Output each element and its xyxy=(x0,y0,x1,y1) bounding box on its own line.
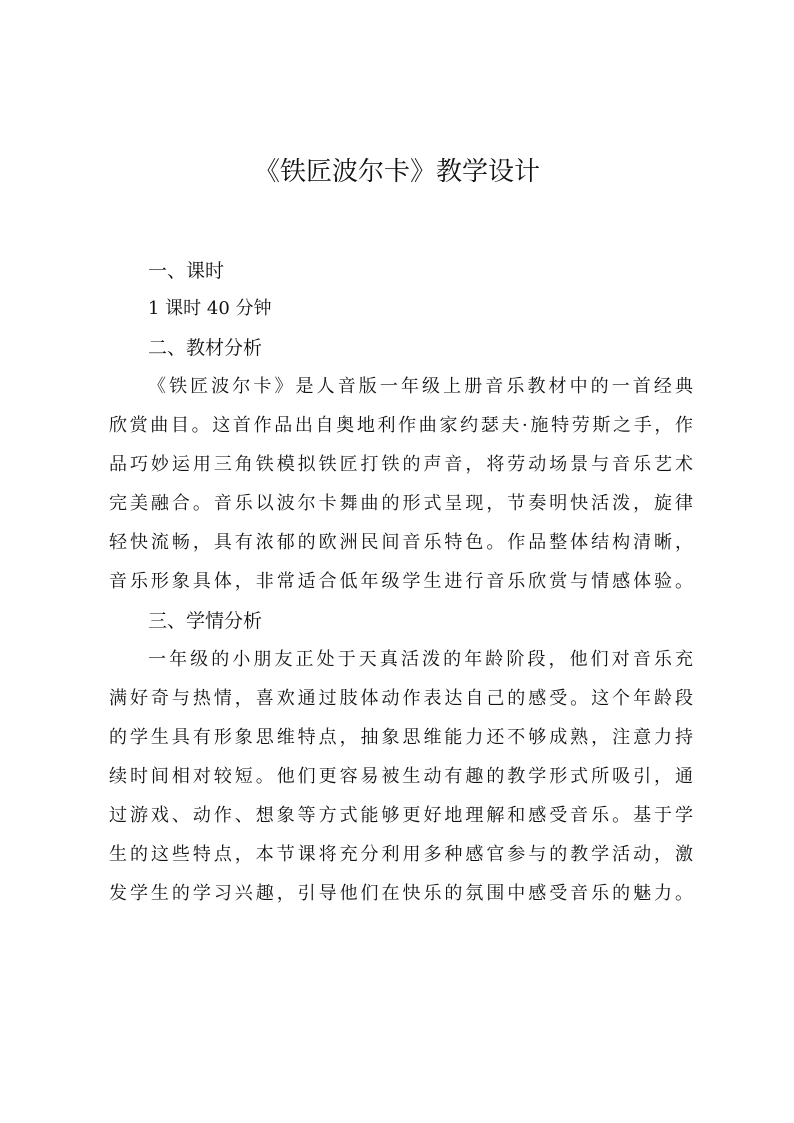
paragraph-line: 音乐形象具体，非常适合低年级学生进行音乐欣赏与情感体验。 xyxy=(109,571,693,592)
section-heading-lesson-hours: 一、课时 xyxy=(148,260,225,282)
paragraph-line: 完美融合。音乐以波尔卡舞曲的形式呈现，节奏明快活泼，旋律 xyxy=(109,493,693,514)
paragraph-line: 续时间相对较短。他们更容易被生动有趣的教学形式所吸引，通 xyxy=(109,766,693,787)
paragraph-line: 一年级的小朋友正处于天真活泼的年龄阶段，他们对音乐充 xyxy=(148,649,693,670)
paragraph-line: 发学生的学习兴趣，引导他们在快乐的氛围中感受音乐的魅力。 xyxy=(109,883,693,904)
paragraph-line: 的学生具有形象思维特点，抽象思维能力还不够成熟，注意力持 xyxy=(109,727,693,748)
section-heading-material-analysis: 二、教材分析 xyxy=(148,337,263,359)
paragraph-line: 生的这些特点，本节课将充分利用多种感官参与的教学活动，激 xyxy=(109,844,693,865)
paragraph-line: 品巧妙运用三角铁模拟铁匠打铁的声音，将劳动场景与音乐艺术 xyxy=(109,454,693,475)
paragraph-line: 《铁匠波尔卡》是人音版一年级上册音乐教材中的一首经典 xyxy=(148,376,693,397)
paragraph-line: 轻快流畅，具有浓郁的欧洲民间音乐特色。作品整体结构清晰， xyxy=(109,532,693,553)
lesson-hours-text: 1 课时 40 分钟 xyxy=(148,298,272,319)
section-heading-student-analysis: 三、学情分析 xyxy=(148,610,263,632)
paragraph-line: 满好奇与热情，喜欢通过肢体动作表达自己的感受。这个年龄段 xyxy=(109,688,693,709)
paragraph-line: 过游戏、动作、想象等方式能够更好地理解和感受音乐。基于学 xyxy=(109,805,693,826)
document-title: 《铁匠波尔卡》教学设计 xyxy=(253,157,540,187)
paragraph-line: 欣赏曲目。这首作品出自奥地利作曲家约瑟夫·施特劳斯之手，作 xyxy=(109,415,693,436)
